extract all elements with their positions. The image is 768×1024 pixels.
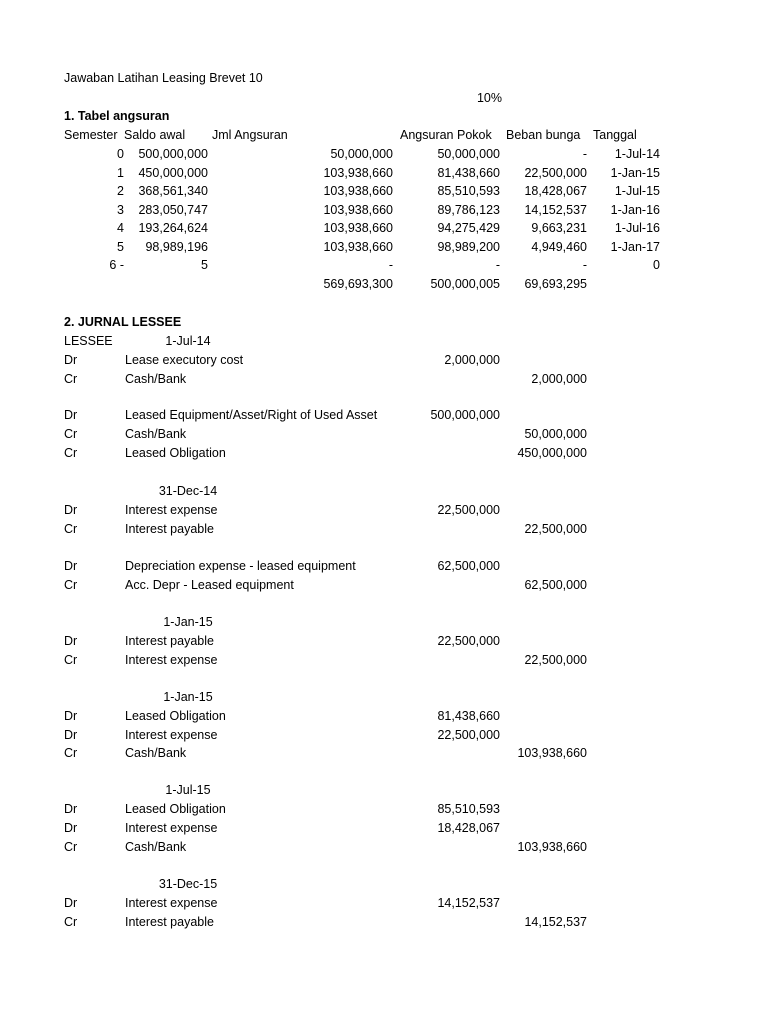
- cell-beban-bunga: 9,663,231: [531, 221, 587, 235]
- cell-tanggal: 1-Jul-16: [614, 221, 660, 235]
- cell-saldo-awal: 500,000,000: [138, 147, 208, 161]
- cell-tanggal: 1-Jul-15: [614, 184, 660, 198]
- journal-account: Cash/Bank: [125, 840, 187, 854]
- cell-semester: 6 -: [109, 258, 124, 272]
- cell-saldo-awal: 193,264,624: [138, 221, 208, 235]
- cell-beban-bunga: 18,428,067: [524, 184, 587, 198]
- journal-account: Interest expense: [125, 728, 218, 742]
- cell-angsuran-pokok: 89,786,123: [437, 202, 500, 217]
- cell-semester: 2: [117, 184, 124, 198]
- journal-debit: 81,438,660: [437, 709, 500, 723]
- journal-date: 1-Jan-15: [163, 615, 213, 629]
- cell-jml-angsuran: 103,938,660: [323, 239, 393, 254]
- journal-side: Dr: [64, 821, 78, 835]
- cell-jml-angsuran: 103,938,660: [323, 202, 393, 217]
- journal-side: Cr: [64, 746, 78, 760]
- journal-side: Cr: [64, 372, 78, 386]
- journal-credit: 103,938,660: [517, 746, 587, 760]
- cell-beban-bunga: 14,152,537: [524, 202, 587, 217]
- journal-date: 1-Jul-14: [165, 334, 211, 348]
- journal-date: 1-Jan-15: [163, 690, 213, 704]
- cell-saldo-awal: 5: [201, 258, 208, 272]
- journal-account: Leased Equipment/Asset/Right of Used Asset: [125, 408, 378, 422]
- journal-debit: 85,510,593: [437, 802, 500, 816]
- cell-semester: 4: [117, 221, 124, 235]
- journal-account: Cash/Bank: [125, 746, 187, 760]
- journal-account: Depreciation expense - leased equipment: [125, 559, 356, 573]
- cell-beban-bunga: 4,949,460: [531, 239, 587, 254]
- journal-account: Cash/Bank: [125, 427, 187, 441]
- header-beban-bunga: Beban bunga: [506, 128, 581, 142]
- cell-angsuran-pokok: 98,989,200: [437, 239, 500, 254]
- cell-angsuran-pokok: 50,000,000: [437, 147, 500, 161]
- journal-date: 31-Dec-15: [158, 877, 218, 891]
- total-beban-bunga: 69,693,295: [524, 277, 587, 291]
- journal-credit: 62,500,000: [524, 578, 587, 592]
- journal-credit: 22,500,000: [524, 522, 587, 536]
- cell-semester: 5: [117, 239, 124, 254]
- cell-tanggal: 0: [653, 258, 660, 272]
- cell-jml-angsuran: 50,000,000: [330, 147, 393, 161]
- cell-beban-bunga: -: [582, 258, 587, 272]
- journal-side: Cr: [64, 578, 78, 592]
- journal-account: Cash/Bank: [125, 372, 187, 386]
- cell-angsuran-pokok: 94,275,429: [437, 221, 500, 235]
- journal-debit: 14,152,537: [437, 896, 500, 910]
- journal-account: Leased Obligation: [125, 802, 226, 816]
- cell-angsuran-pokok: 81,438,660: [437, 165, 500, 180]
- cell-tanggal: 1-Jul-14: [614, 147, 660, 161]
- cell-jml-angsuran: 103,938,660: [323, 184, 393, 198]
- journal-credit: 2,000,000: [531, 372, 587, 386]
- journal-side: Cr: [64, 446, 78, 460]
- header-angsuran-pokok: Angsuran Pokok: [400, 128, 492, 142]
- journal-account: Interest expense: [125, 896, 218, 910]
- journal-account: Interest payable: [125, 634, 214, 648]
- journal-debit: 22,500,000: [437, 503, 500, 517]
- journal-debit: 62,500,000: [437, 559, 500, 573]
- journal-account: Acc. Depr - Leased equipment: [125, 578, 294, 592]
- cell-tanggal: 1-Jan-17: [610, 239, 660, 254]
- cell-semester: 1: [117, 165, 124, 180]
- journal-date: 31-Dec-14: [158, 484, 218, 498]
- journal-credit: 50,000,000: [524, 427, 587, 441]
- journal-side: Cr: [64, 427, 78, 441]
- journal-credit: 14,152,537: [524, 915, 587, 929]
- cell-angsuran-pokok: 85,510,593: [437, 184, 500, 198]
- journal-side: Dr: [64, 802, 78, 816]
- journal-side: Dr: [64, 896, 78, 910]
- cell-tanggal: 1-Jan-16: [610, 202, 660, 217]
- total-angsuran-pokok: 500,000,005: [430, 277, 500, 291]
- journal-account: Interest payable: [125, 915, 214, 929]
- journal-credit: 22,500,000: [524, 653, 587, 667]
- cell-semester: 3: [117, 202, 124, 217]
- journal-account: Interest expense: [125, 653, 218, 667]
- journal-debit: 2,000,000: [444, 353, 500, 367]
- journal-side: Dr: [64, 709, 78, 723]
- journal-debit: 22,500,000: [437, 634, 500, 648]
- journal-credit: 103,938,660: [517, 840, 587, 854]
- header-semester: Semester: [64, 128, 118, 142]
- cell-beban-bunga: -: [582, 147, 587, 161]
- journal-side: Dr: [64, 728, 78, 742]
- cell-semester: 0: [117, 147, 124, 161]
- cell-jml-angsuran: 103,938,660: [323, 165, 393, 180]
- cell-angsuran-pokok: -: [495, 258, 500, 272]
- section-2-heading: 2. JURNAL LESSEE: [64, 315, 182, 329]
- header-jml-angsuran: Jml Angsuran: [212, 128, 288, 142]
- journal-side: Cr: [64, 653, 78, 667]
- cell-saldo-awal: 368,561,340: [138, 184, 208, 198]
- journal-side: Dr: [64, 353, 78, 367]
- header-tanggal: Tanggal: [593, 128, 637, 142]
- journal-account: Interest payable: [125, 522, 214, 536]
- section-1-heading: 1. Tabel angsuran: [64, 109, 170, 123]
- journal-side: Cr: [64, 840, 78, 854]
- journal-account: Leased Obligation: [125, 709, 226, 723]
- header-saldo-awal: Saldo awal: [124, 128, 186, 142]
- journal-side: Dr: [64, 408, 78, 422]
- journal-debit: 500,000,000: [430, 408, 500, 422]
- journal-debit: 22,500,000: [437, 728, 500, 742]
- cell-saldo-awal: 283,050,747: [138, 202, 208, 217]
- journal-side: Dr: [64, 559, 78, 573]
- page-title: Jawaban Latihan Leasing Brevet 10: [64, 71, 263, 85]
- journal-account: Interest expense: [125, 503, 218, 517]
- journal-account: Lease executory cost: [125, 353, 244, 367]
- journal-account: Leased Obligation: [125, 446, 226, 460]
- total-jml-angsuran: 569,693,300: [323, 277, 393, 291]
- cell-jml-angsuran: -: [388, 258, 393, 272]
- journal-side: Cr: [64, 915, 78, 929]
- journal-side: Cr: [64, 522, 78, 536]
- journal-side: Dr: [64, 634, 78, 648]
- cell-saldo-awal: 98,989,196: [145, 239, 208, 254]
- journal-credit: 450,000,000: [517, 446, 587, 460]
- journal-date: 1-Jul-15: [165, 783, 211, 797]
- interest-rate: 10%: [476, 91, 502, 105]
- cell-saldo-awal: 450,000,000: [138, 165, 208, 180]
- journal-side: Dr: [64, 503, 78, 517]
- cell-beban-bunga: 22,500,000: [524, 165, 587, 180]
- lessee-label: LESSEE: [64, 334, 113, 348]
- journal-debit: 18,428,067: [437, 821, 500, 835]
- cell-tanggal: 1-Jan-15: [610, 165, 660, 180]
- journal-account: Interest expense: [125, 821, 218, 835]
- cell-jml-angsuran: 103,938,660: [323, 221, 393, 235]
